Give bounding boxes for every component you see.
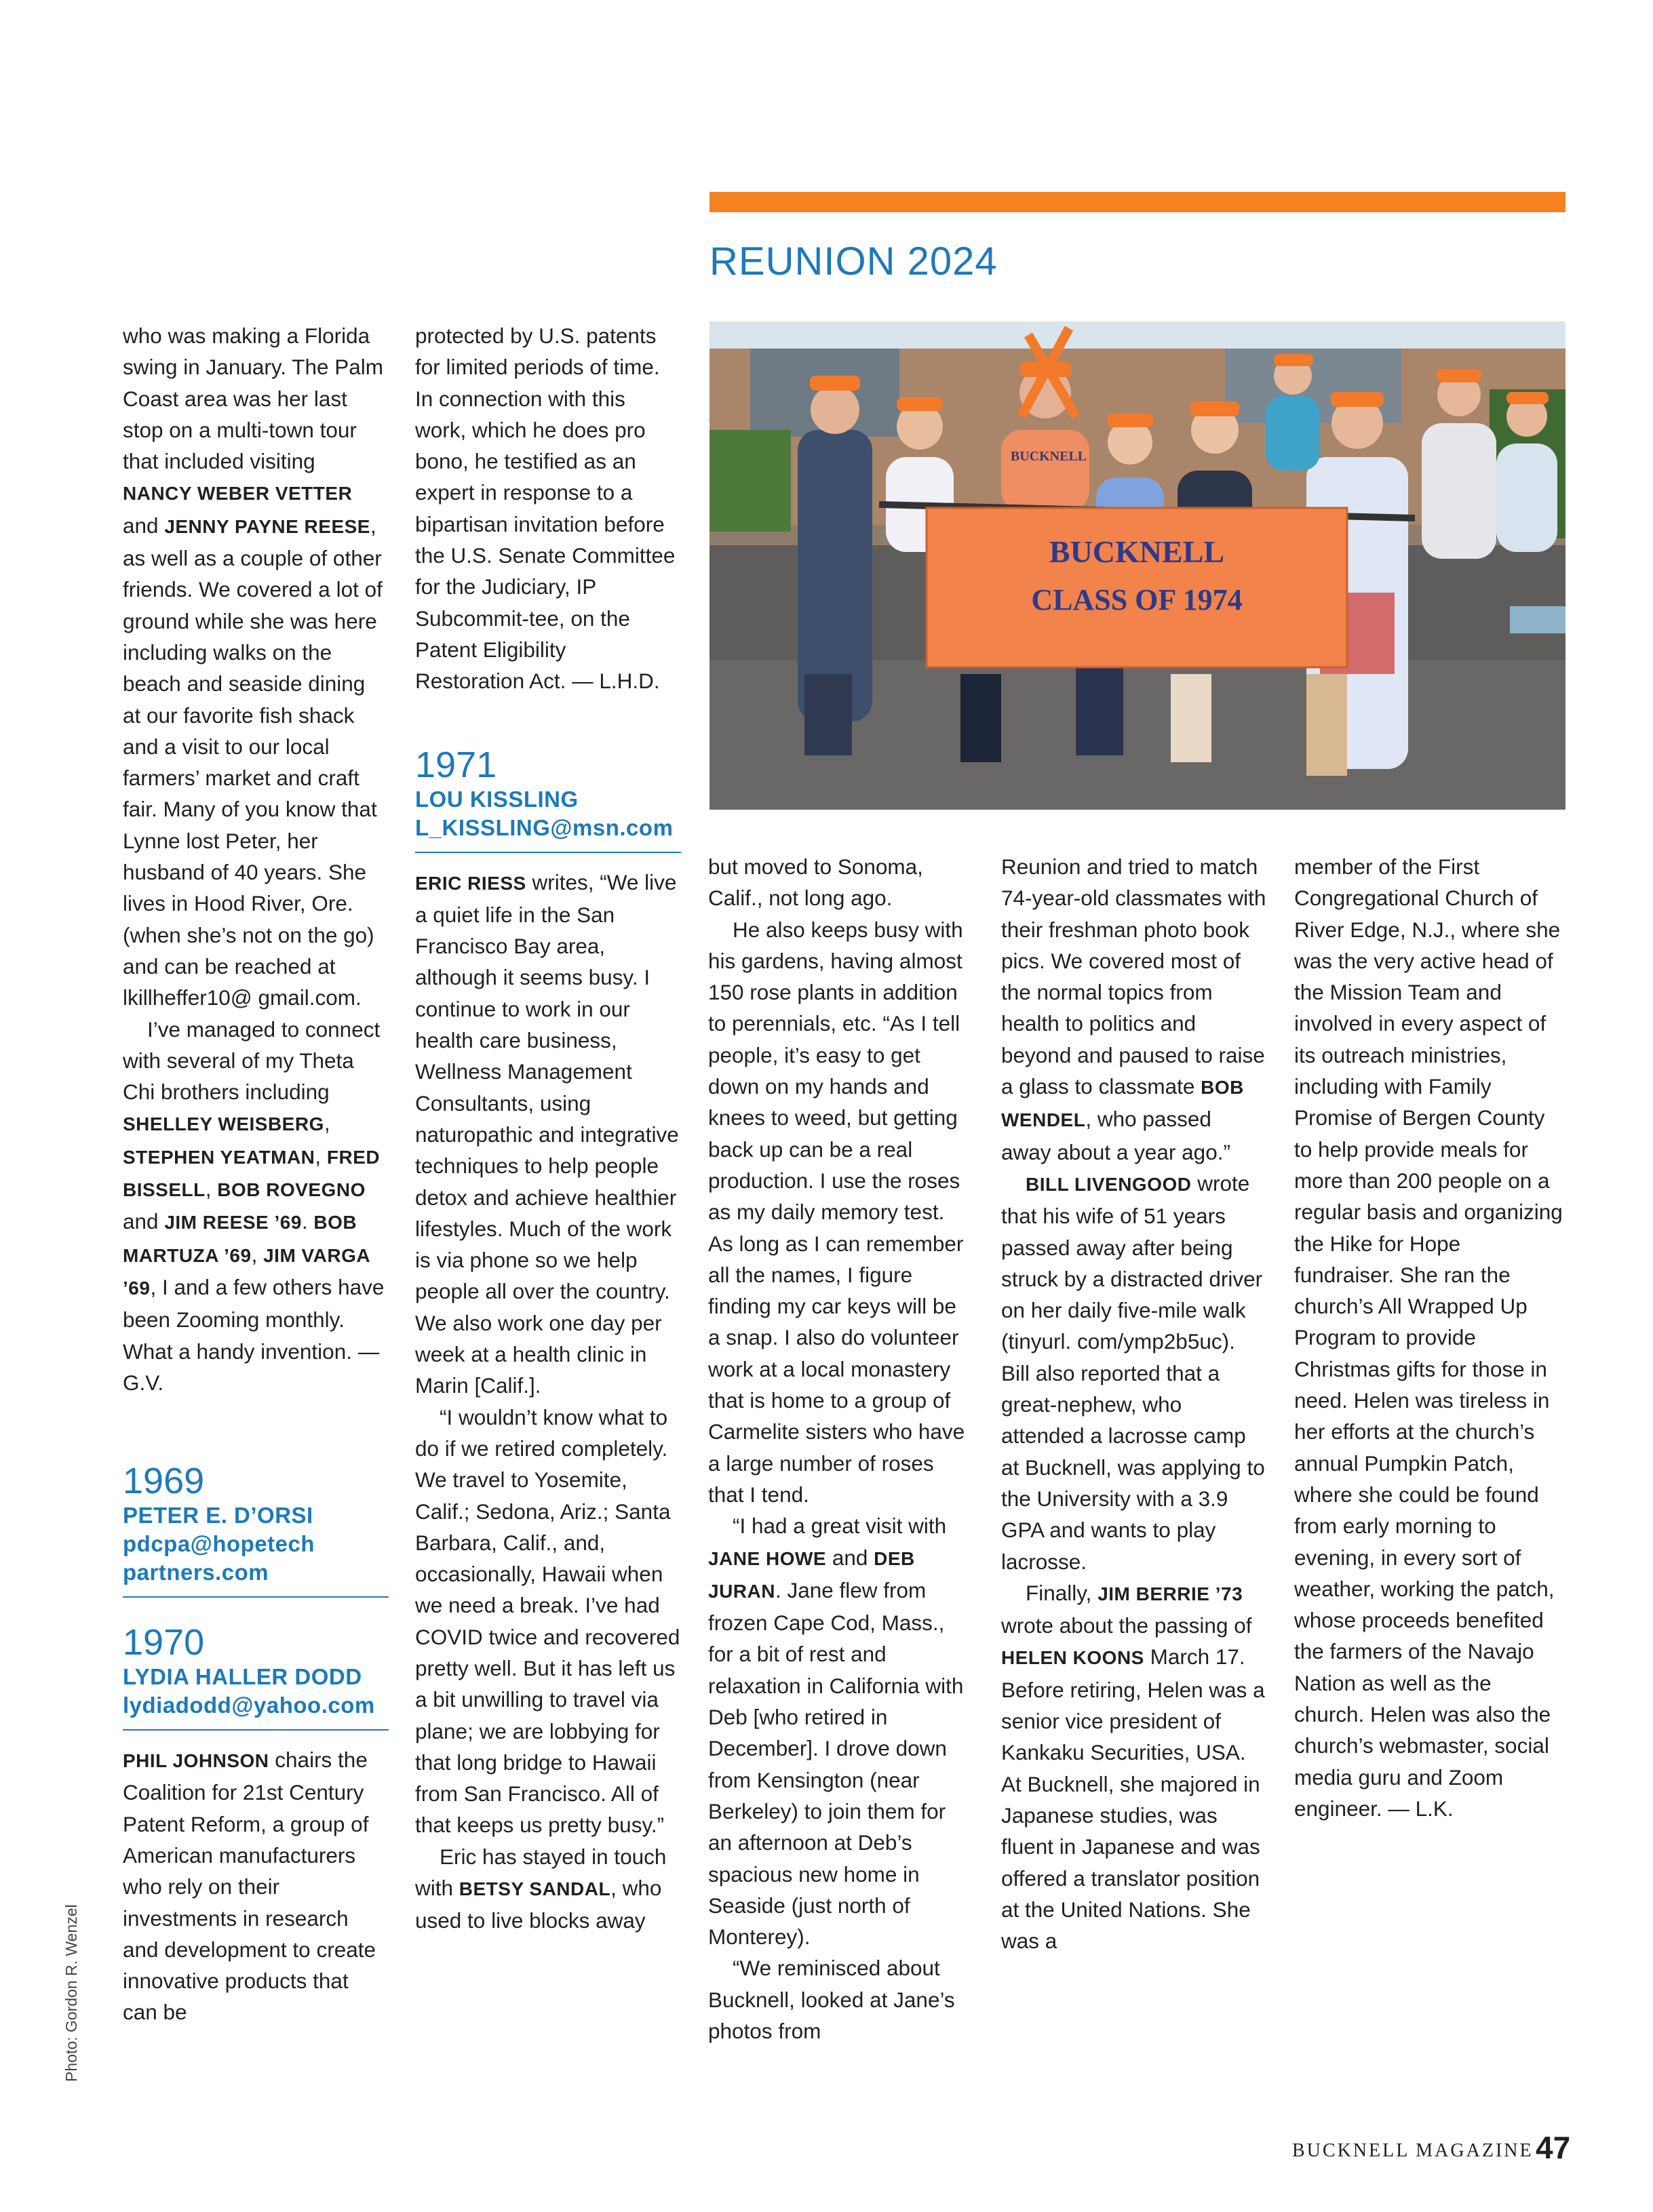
footer-magazine-name: BUCKNELL MAGAZINE [1292,2140,1534,2161]
column-3 [708,851,974,2047]
paragraph: I’ve managed to connect with several of my Theta Chi brothers including SHELLEY WEISBERG, STEPHEN YEATMAN, FRED BISSELL, BOB ROVEGNO and JIM REESE ’69. BOB MARTUZA ’69, JIM VARGA ’69, I and a few others have been Zooming monthly. What a handy invention. — G.V. [123,1016,385,1395]
paragraph: member of the First Congregational Church of River Edge, N.J., where she was the very active head of the Mission Team and involved in every aspect of its outreach ministries, including with Family Promise of Bergen County to help provide meals for more than 200 people on a regular basis and organizing the Hike for Hope fundraiser. She ran the church’s All Wrapped Up Program to provide Christmas gifts for those in need. Helen was tireless in her efforts at the church’s annual Pumpkin Patch, where she could be found from early morning to evening, in every sort of weather, working the patch, whose proceeds benefited the farmers of the Navajo Nation as well as the church. Helen was also the church’s webmaster, social media guru and Zoom engineer. — L.K. [1294,854,1563,1821]
divider [123,1596,389,1598]
paragraph: PHIL JOHNSON chairs the Coalition for 21st Century Patent Reform, a group of American manufacturers who rely on their investments in research and development to create innovative products that can be [123,1747,376,2025]
paragraph: who was making a Florida swing in January. The Palm Coast area was her last stop on a multi-town tour that included visiting NANCY WEBER VETTER and JENNY PAYNE REESE, as well as a couple of other friends. We covered a lot of ground while she was here including walks on the beach and seaside dining at our favorite fish shack and a visit to our local farmers’ market and craft fair. Many of you know that Lynne lost Peter, her husband of 40 years. She lives in Hood River, Ore. (when she’s not on the go) and can be reached at lkillheffer10@ gmail.com. [123,323,384,1010]
page-number: 47 [1536,2130,1571,2165]
class-year-1971: 1971 [415,744,497,785]
paragraph: “I had a great visit with JANE HOWE and DEB JURAN. Jane flew from frozen Cape Cod, Mass., for a bit of rest and relaxation in California with Deb [who retired in December]. I drove down from Kensington (near Berkeley) to join them for an afternoon at Deb’s spacious new home in Seaside (just north of Monterey). [708,1514,964,1950]
section-accent-bar [709,192,1566,212]
class-email-1971[interactable]: L_KISSLING@msn.com [415,814,674,840]
paragraph: “We reminisced about Bucknell, looked at Jane’s photos from [708,1956,955,2043]
paragraph: Reunion and tried to match 74-year-old classmates with their freshman photo book pics. We covered most of the normal topics from health to politics and beyond and paused to raise a glass to classmate BOB WENDEL, who passed away about a year ago.” [1001,854,1266,1164]
paragraph: ERIC RIESS writes, “We live a quiet life in the San Francisco Bay area, although it seems busy. I continue to work in our health care business, Wellness Management Consultants, using naturopathic and integrative techniques to help people detox and achieve healthier lifestyles. Much of the work is via phone so we help people all over the country. We also work one day per week at a health clinic in Marin [Calif.]. [415,869,679,1398]
class-secretary-1970: LYDIA HALLER DODD [123,1664,362,1690]
name-jenny-payne-reese: JENNY PAYNE REESE [164,515,370,537]
class-year-1969: 1969 [123,1461,205,1502]
paragraph: but moved to Sonoma, Calif., not long ago. [708,854,923,911]
column-5 [1294,851,1566,1824]
class-email-1969[interactable]: pdcpa@hopetech partners.com [123,1531,315,1585]
paragraph: “I wouldn’t know what to do if we retired completely. We travel to Yosemite, Calif.; Sedona, Ariz.; Santa Barbara, Calif., and, occasionally, Hawaii when we need a break. I’ve had COVID twice and recovered pretty well. But it has left us a bit unwilling to travel via plane; we are lobbying for that long bridge to Hawaii from San Francisco. All of that keeps us pretty busy.” [415,1404,680,1838]
class-secretary-1969: PETER E. D’ORSI [123,1503,313,1528]
column-2 [415,320,681,1937]
banner-line-2: CLASS OF 1974 [1031,583,1243,616]
paragraph: Eric has stayed in touch with BETSY SANDAL, who used to live blocks away [415,1844,667,1933]
divider [415,852,681,853]
name-nancy-weber-vetter: NANCY WEBER VETTER [123,483,353,505]
class-email-1970[interactable]: lydiadodd@yahoo.com [123,1693,375,1718]
shirt-text: BUCKNELL [1010,449,1087,464]
column-1 [123,320,389,2028]
column-4 [1001,851,1267,1956]
banner-line-1: BUCKNELL [1049,534,1225,569]
paragraph: protected by U.S. patents for limited periods of time. In connection with this work, which he does pro bono, he testified as an expert in response to a bipartisan invitation before the U.S. Senate Committee for the Judiciary, IP Subcommit-tee, on the Patent Eligibility Restoration Act. — L.H.D. [415,323,676,694]
paragraph: He also keeps busy with his gardens, having almost 150 rose plants in addition to perennials, etc. “As I tell people, it’s easy to get down on my hands and knees to weed, but getting back up can be a real production. I use the roses as my daily memory test. As long as I can remember all the names, I figure finding my car keys will be a snap. I also do volunteer work at a local monastery that is home to a group of Carmelite sisters who have a large number of roses that I tend. [708,917,965,1507]
class-secretary-1971: LOU KISSLING [415,786,579,812]
photo-credit: Photo: Gordon R. Wenzel [62,1904,80,2082]
divider [123,1729,389,1731]
section-title: REUNION 2024 [709,239,998,283]
reunion-photo [709,321,1566,810]
paragraph: Finally, JIM BERRIE ’73 wrote about the passing of HELEN KOONS March 17. Before retiring, Helen was a senior vice president of Kankaku Securities, USA. At Bucknell, she majored in Japanese studies, was fluent in Japanese and was offered a translator position at the United Nations. She was a [1001,1580,1265,1954]
paragraph: BILL LIVENGOOD wrote that his wife of 51 years passed away after being struck by a distracted driver on her daily five-mile walk (tinyurl. com/ymp2b5uc). Bill also reported that a great-nephew, who attended a lacrosse camp at Bucknell, was applying to the University with a 3.9 GPA and wants to play lacrosse. [1001,1170,1265,1574]
class-year-1970: 1970 [123,1622,205,1663]
